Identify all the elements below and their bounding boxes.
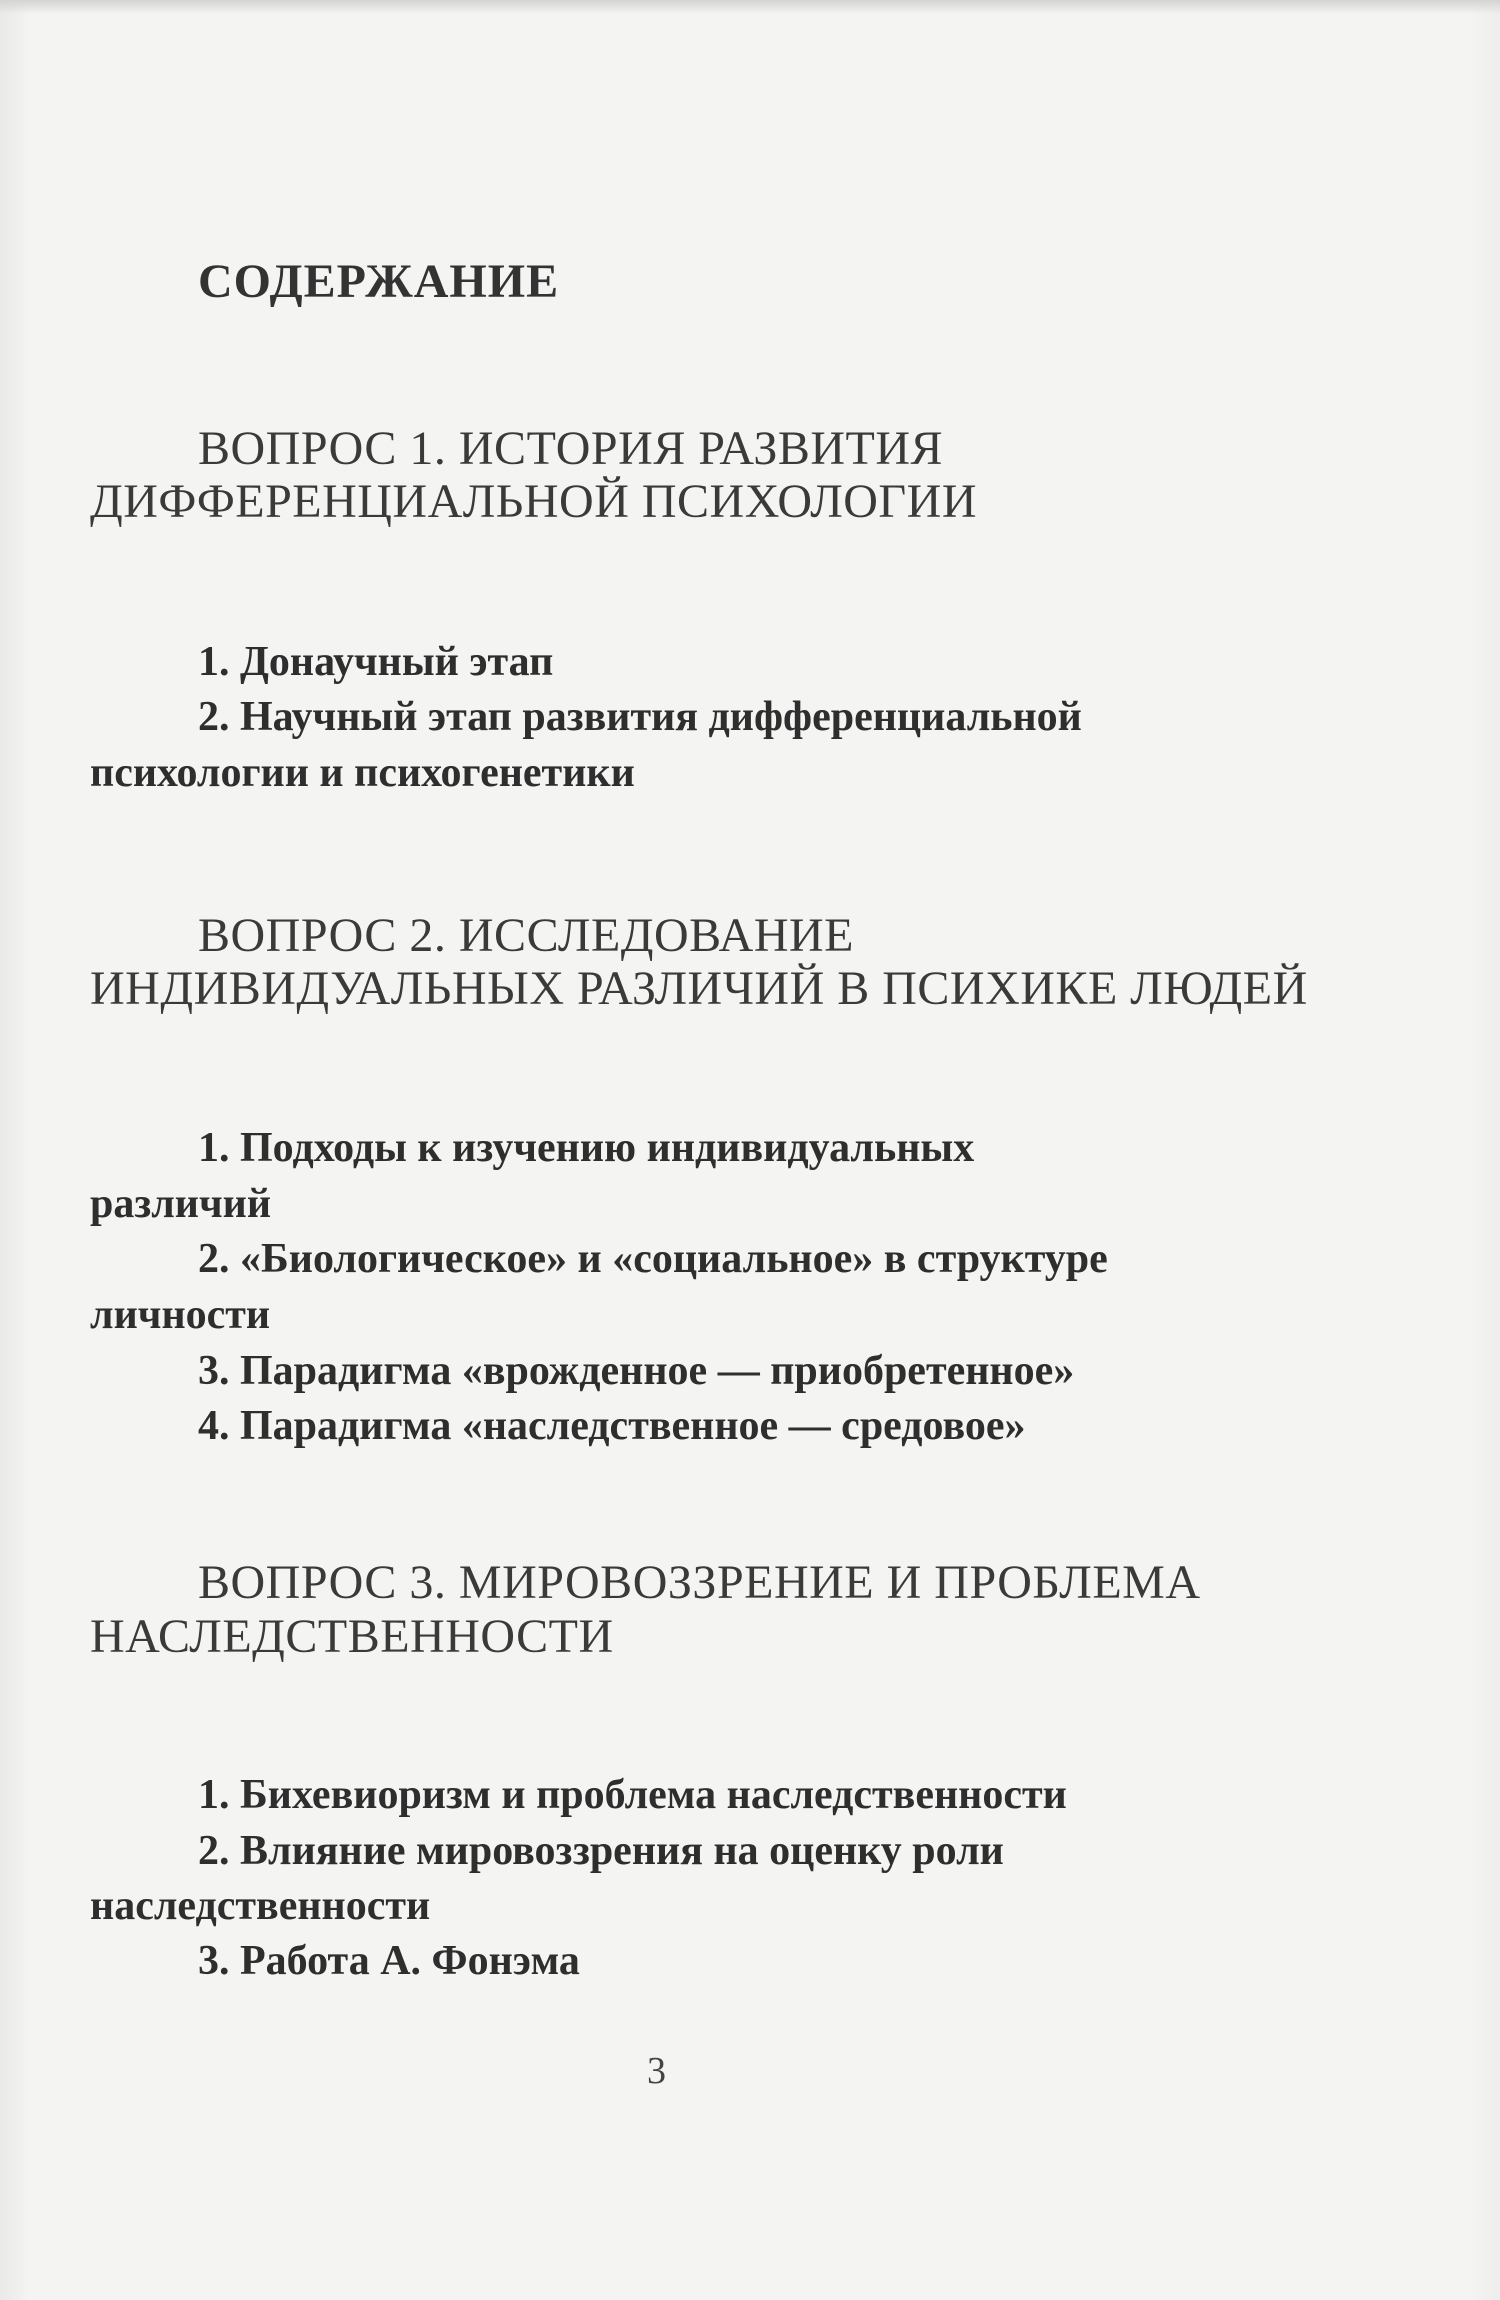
section-2-item-4: 4. Парадигма «наследственное — средовое» — [198, 1403, 1026, 1449]
section-2-heading-line-1: ВОПРОС 2. ИССЛЕДОВАНИЕ — [198, 909, 854, 962]
section-1-heading-line-2: ДИФФЕРЕНЦИАЛЬНОЙ ПСИХОЛОГИИ — [90, 475, 977, 528]
section-3-item-3: 3. Работа А. Фонэма — [198, 1938, 580, 1984]
section-2-heading-line-2: ИНДИВИДУАЛЬНЫХ РАЗЛИЧИЙ В ПСИХИКЕ ЛЮДЕЙ — [90, 962, 1308, 1015]
section-1-item-2-line-2: психологии и психогенетики — [90, 750, 635, 796]
page-top-edge — [0, 0, 1500, 14]
section-1-item-1: 1. Донаучный этап — [198, 639, 554, 685]
section-2-item-3: 3. Парадигма «врожденное — приобретенное» — [198, 1348, 1075, 1394]
toc-title: СОДЕРЖАНИЕ — [198, 255, 560, 308]
section-2-item-1-line-1: 1. Подходы к изучению индивидуальных — [198, 1125, 975, 1171]
section-3-item-2-line-1: 2. Влияние мировоззрения на оценку роли — [198, 1828, 1004, 1874]
section-3-item-2-line-2: наследственности — [90, 1883, 431, 1929]
section-2-item-2-line-2: личности — [90, 1292, 271, 1338]
section-2-item-1-line-2: различий — [90, 1181, 272, 1227]
section-3-heading-line-1: ВОПРОС 3. МИРОВОЗЗРЕНИЕ И ПРОБЛЕМА — [198, 1556, 1201, 1609]
section-1-heading-line-1: ВОПРОС 1. ИСТОРИЯ РАЗВИТИЯ — [198, 422, 944, 475]
section-2-item-2-line-1: 2. «Биологическое» и «социальное» в структуре — [198, 1236, 1108, 1282]
section-3-heading-line-2: НАСЛЕДСТВЕННОСТИ — [90, 1610, 614, 1663]
section-1-item-2-line-1: 2. Научный этап развития дифференциальной — [198, 694, 1082, 740]
section-3-item-1: 1. Бихевиоризм и проблема наследственности — [198, 1772, 1067, 1818]
page-number: 3 — [647, 2050, 666, 2092]
